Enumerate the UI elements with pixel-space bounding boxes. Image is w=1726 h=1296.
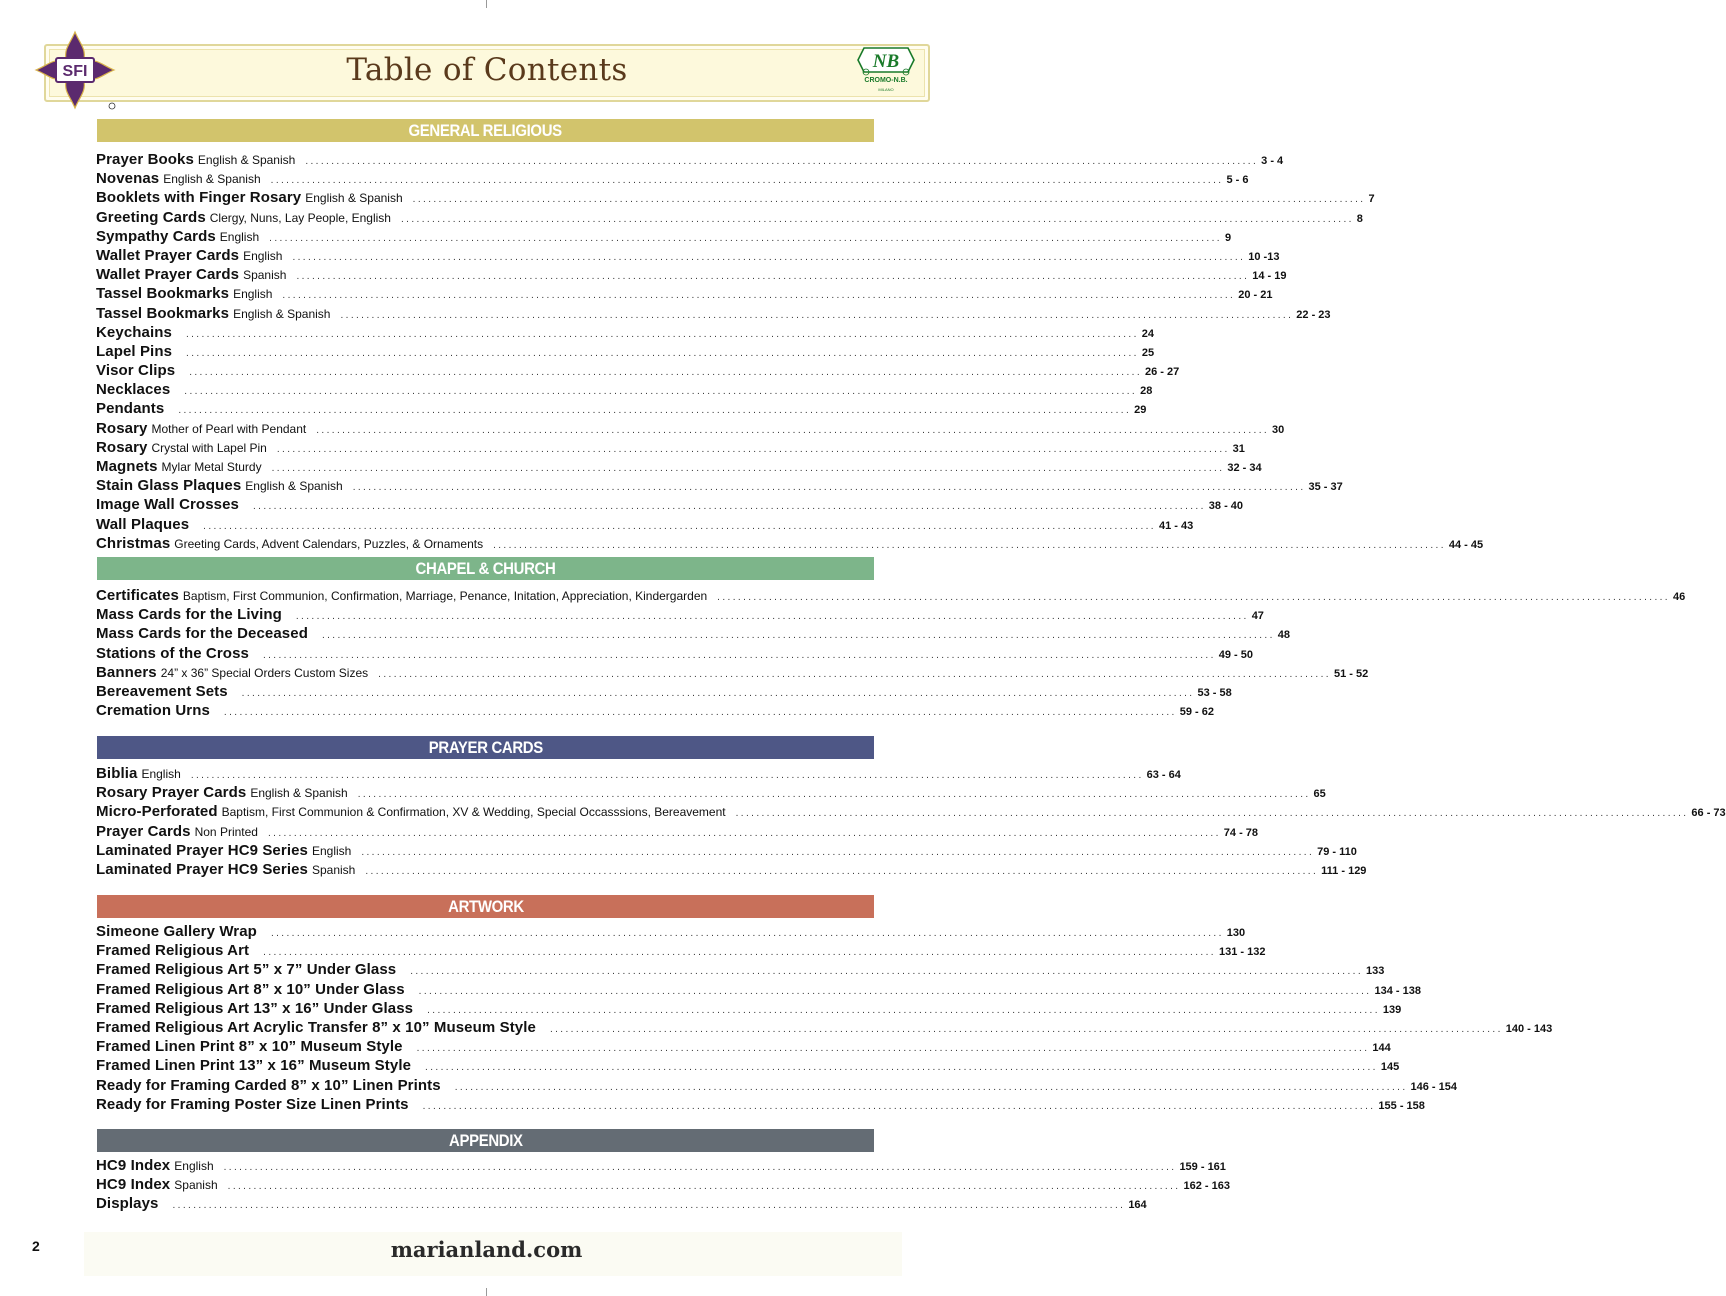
toc-entry[interactable]: Wall Plaques ........................................................................................................................................................................................ 41 - 43 bbox=[96, 515, 1194, 533]
sfi-logo-icon bbox=[34, 30, 116, 110]
toc-entry[interactable]: Certificates Baptism, First Communion, Confirmation, Marriage, Penance, Initation, Appreciation, Kindergarden ........................................................................................................................................................................................ 46 bbox=[96, 587, 1686, 604]
toc-entry[interactable]: Visor Clips ........................................................................................................................................................................................ 26 - 27 bbox=[96, 362, 1180, 380]
footer-url[interactable]: marianland.com bbox=[390, 1237, 583, 1262]
toc-entry[interactable]: Stations of the Cross ........................................................................................................................................................................................ 49 - 50 bbox=[96, 644, 1254, 662]
toc-entry[interactable]: Image Wall Crosses ........................................................................................................................................................................................ 38 - 40 bbox=[96, 496, 1244, 514]
header-banner bbox=[44, 44, 930, 102]
crop-mark-bottom bbox=[486, 1288, 487, 1296]
toc-entry[interactable]: Christmas Greeting Cards, Advent Calendars, Puzzles, & Ornaments ........................................................................................................................................................................................ 44 - 45 bbox=[96, 534, 1484, 552]
toc-entry[interactable]: Sympathy Cards English ........................................................................................................................................................................................ 9 bbox=[96, 227, 1232, 245]
toc-entry[interactable]: Lapel Pins ........................................................................................................................................................................................ 25 bbox=[96, 342, 1155, 360]
toc-entry[interactable]: Micro-Perforated Baptism, First Communion & Confirmation, XV & Wedding, Special Occasssions, Bereavement ........................................................................................................................................................................................ 66 - 73 bbox=[96, 803, 1726, 821]
toc-entry[interactable]: HC9 Index English ........................................................................................................................................................................................ 159 - 161 bbox=[96, 1157, 1226, 1174]
toc-entry[interactable]: Framed Linen Print 8” x 10” Museum Style ........................................................................................................................................................................................ 144 bbox=[96, 1038, 1391, 1056]
section-header-prayer-cards: PRAYER CARDS bbox=[97, 736, 874, 759]
toc-entry[interactable]: Framed Religious Art Acrylic Transfer 8” x 10” Museum Style ........................................................................................................................................................................................ 140 - 143 bbox=[96, 1018, 1553, 1036]
toc-entry[interactable]: Banners 24” x 36” Special Orders Custom Sizes ........................................................................................................................................................................................ 51 - 52 bbox=[96, 663, 1369, 681]
toc-entry[interactable]: Necklaces ........................................................................................................................................................................................ 28 bbox=[96, 381, 1153, 399]
toc-entry[interactable]: Bereavement Sets ........................................................................................................................................................................................ 53 - 58 bbox=[96, 682, 1232, 700]
toc-entry[interactable]: Magnets Mylar Metal Sturdy ........................................................................................................................................................................................ 32 - 34 bbox=[96, 458, 1262, 475]
toc-list-appendix bbox=[96, 1157, 1230, 1215]
toc-entry[interactable]: Mass Cards for the Living ........................................................................................................................................................................................ 47 bbox=[96, 606, 1264, 624]
toc-entry[interactable]: Simeone Gallery Wrap ........................................................................................................................................................................................ 130 bbox=[96, 923, 1246, 940]
page-number: 2 bbox=[32, 1238, 40, 1254]
section-header-appendix: APPENDIX bbox=[97, 1129, 874, 1152]
cromo-nb-label: CROMO-N.B. bbox=[864, 77, 908, 84]
toc-entry[interactable]: Displays ........................................................................................................................................................................................ 164 bbox=[96, 1195, 1147, 1213]
toc-entry[interactable]: Wallet Prayer Cards Spanish ........................................................................................................................................................................................ 14 - 19 bbox=[96, 266, 1287, 284]
section-header-chapel-church: CHAPEL & CHURCH bbox=[97, 557, 874, 580]
toc-entry[interactable]: Stain Glass Plaques English & Spanish ........................................................................................................................................................................................ 35 - 37 bbox=[96, 477, 1343, 495]
toc-entry[interactable]: Framed Linen Print 13” x 16” Museum Style ........................................................................................................................................................................................ 145 bbox=[96, 1057, 1400, 1075]
toc-entry[interactable]: Booklets with Finger Rosary English & Spanish ........................................................................................................................................................................................ 7 bbox=[96, 189, 1375, 207]
toc-list-general-religious bbox=[96, 151, 1484, 554]
toc-entry[interactable]: Framed Religious Art 8” x 10” Under Glass ........................................................................................................................................................................................ 134 - 138 bbox=[96, 980, 1421, 998]
toc-entry[interactable]: Rosary Mother of Pearl with Pendant ........................................................................................................................................................................................ 30 bbox=[96, 419, 1285, 437]
section-header-general-religious: GENERAL RELIGIOUS bbox=[97, 119, 874, 142]
toc-entry[interactable]: Prayer Cards Non Printed ........................................................................................................................................................................................ 74 - 78 bbox=[96, 822, 1259, 840]
toc-entry[interactable]: Prayer Books English & Spanish ........................................................................................................................................................................................ 3 - 4 bbox=[96, 151, 1284, 168]
toc-list-chapel-church bbox=[96, 587, 1686, 721]
toc-entry[interactable]: Tassel Bookmarks English & Spanish ........................................................................................................................................................................................ 22 - 23 bbox=[96, 304, 1331, 322]
toc-list-prayer-cards bbox=[96, 765, 1726, 880]
page-title: Table of Contents bbox=[346, 52, 628, 88]
nb-logo-mark: NB bbox=[872, 51, 900, 72]
toc-entry[interactable]: Ready for Framing Carded 8” x 10” Linen Prints ........................................................................................................................................................................................ 146 - 154 bbox=[96, 1076, 1457, 1094]
sfi-logo-text: SFI bbox=[62, 63, 88, 80]
crop-mark-top bbox=[486, 0, 487, 8]
toc-entry[interactable]: Novenas English & Spanish ........................................................................................................................................................................................ 5 - 6 bbox=[96, 170, 1249, 188]
toc-entry[interactable]: Wallet Prayer Cards English ........................................................................................................................................................................................ 10 -13 bbox=[96, 246, 1280, 264]
toc-entry[interactable]: Tassel Bookmarks English ........................................................................................................................................................................................ 20 - 21 bbox=[96, 285, 1273, 303]
toc-entry[interactable]: Laminated Prayer HC9 Series Spanish ........................................................................................................................................................................................ 111 - 129 bbox=[96, 860, 1367, 878]
toc-entry[interactable]: Framed Religious Art ........................................................................................................................................................................................ 131 - 132 bbox=[96, 942, 1266, 960]
toc-entry[interactable]: Mass Cards for the Deceased ........................................................................................................................................................................................ 48 bbox=[96, 625, 1291, 643]
toc-entry[interactable]: HC9 Index Spanish ........................................................................................................................................................................................ 162 - 163 bbox=[96, 1176, 1230, 1194]
toc-entry[interactable]: Laminated Prayer HC9 Series English ........................................................................................................................................................................................ 79 - 110 bbox=[96, 841, 1357, 859]
toc-entry[interactable]: Rosary Crystal with Lapel Pin ........................................................................................................................................................................................ 31 bbox=[96, 438, 1245, 456]
toc-entry[interactable]: Keychains ........................................................................................................................................................................................ 24 bbox=[96, 323, 1154, 341]
toc-entry[interactable]: Framed Religious Art 13” x 16” Under Glass ........................................................................................................................................................................................ 139 bbox=[96, 999, 1402, 1017]
toc-entry[interactable]: Biblia English ........................................................................................................................................................................................ 63 - 64 bbox=[96, 765, 1181, 782]
toc-entry[interactable]: Framed Religious Art 5” x 7” Under Glass ........................................................................................................................................................................................ 133 bbox=[96, 961, 1385, 979]
section-header-artwork: ARTWORK bbox=[97, 895, 874, 918]
toc-list-artwork bbox=[96, 923, 1553, 1115]
toc-entry[interactable]: Cremation Urns ........................................................................................................................................................................................ 59 - 62 bbox=[96, 702, 1214, 720]
toc-entry[interactable]: Greeting Cards Clergy, Nuns, Lay People, English ........................................................................................................................................................................................ 8 bbox=[96, 208, 1363, 226]
toc-entry[interactable]: Ready for Framing Poster Size Linen Prints ........................................................................................................................................................................................ 155 - 158 bbox=[96, 1095, 1425, 1113]
toc-entry[interactable]: Pendants ........................................................................................................................................................................................ 29 bbox=[96, 400, 1147, 418]
toc-entry[interactable]: Rosary Prayer Cards English & Spanish ........................................................................................................................................................................................ 65 bbox=[96, 784, 1326, 802]
cromo-nb-sublabel: MILANO bbox=[878, 87, 894, 92]
